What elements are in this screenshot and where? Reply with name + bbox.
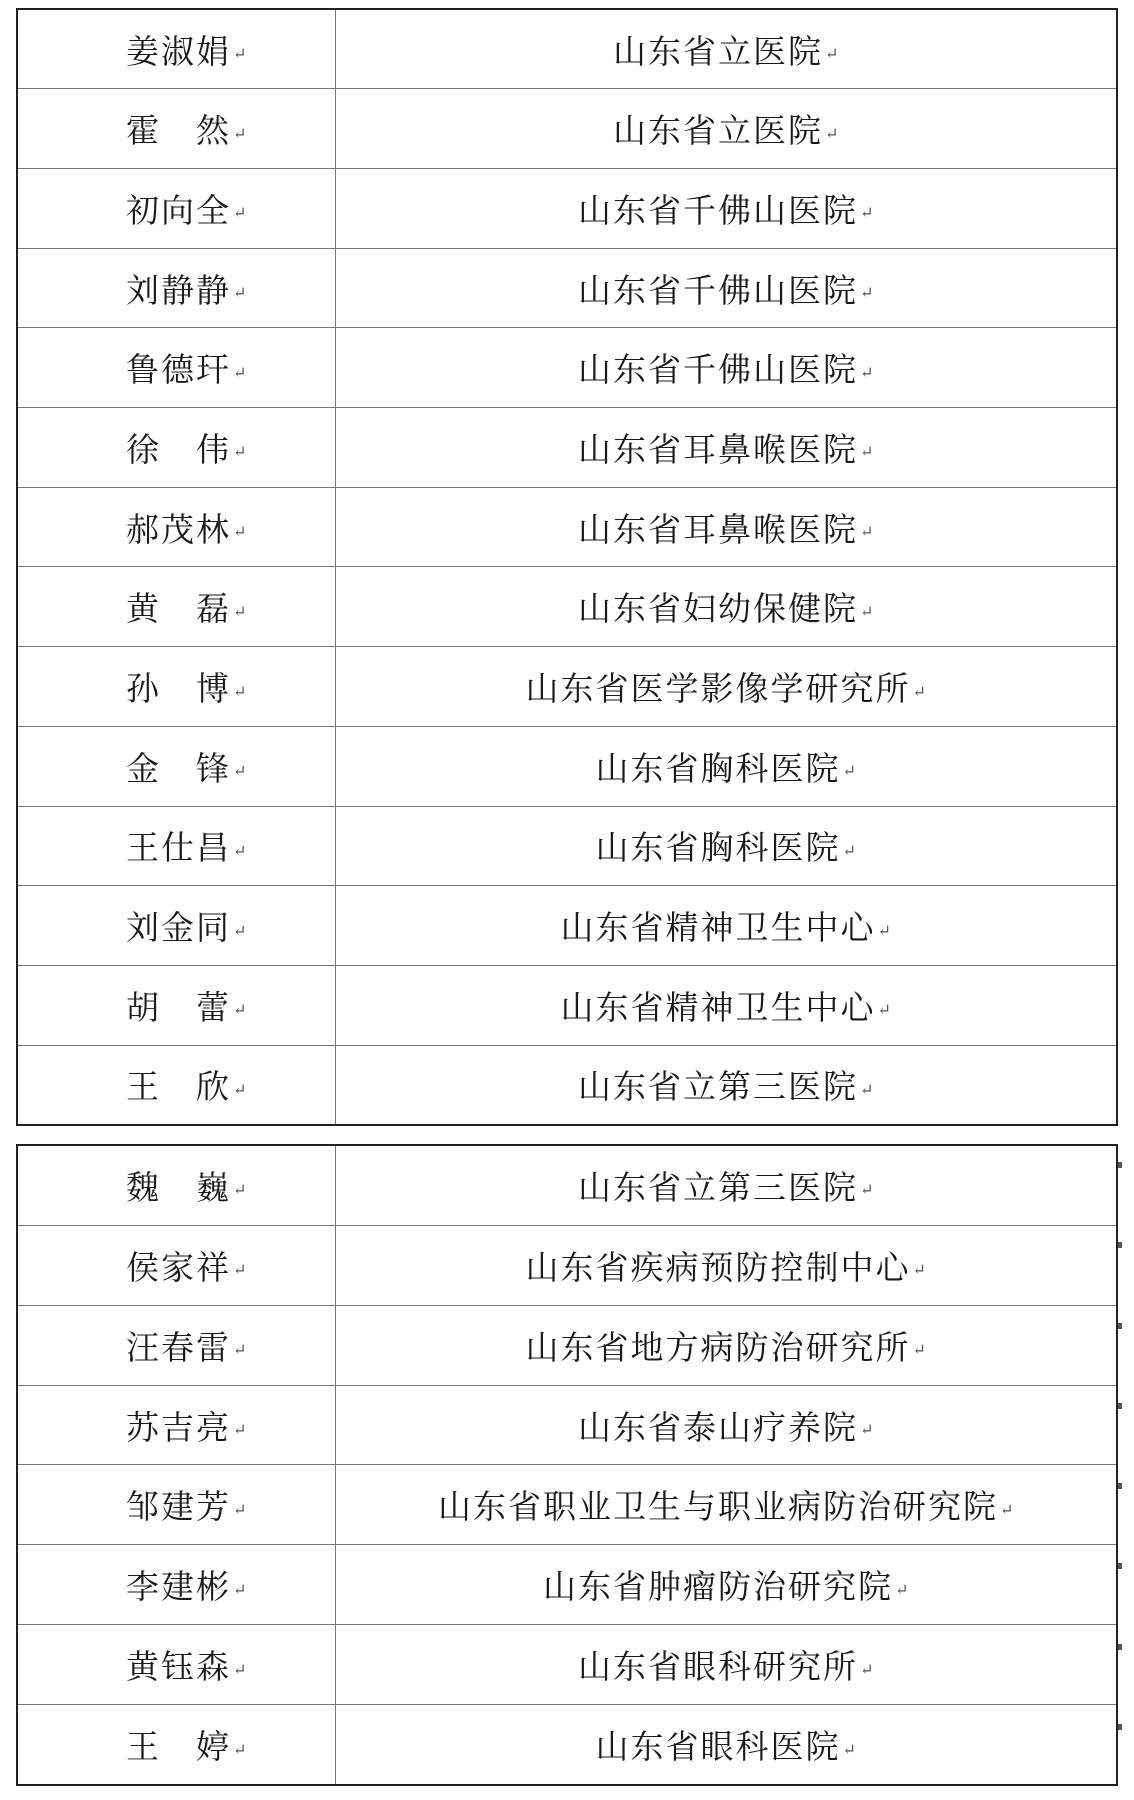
- person-name: 王 欣: [126, 1067, 231, 1107]
- organization-cell: [335, 1625, 1116, 1705]
- organization-name: 山东省疾病预防控制中心: [525, 1247, 911, 1287]
- organization-cell: [335, 965, 1116, 1045]
- table-row: [18, 567, 1116, 647]
- person-name: 李建彬: [126, 1567, 231, 1607]
- name-cell: [18, 248, 335, 328]
- paragraph-mark-icon: ↵: [233, 44, 247, 64]
- person-name: 魏 巍: [126, 1167, 231, 1207]
- person-name: 黄 磊: [126, 589, 231, 629]
- table-2-body: [18, 1146, 1116, 1784]
- name-cell: [18, 1045, 335, 1124]
- organization-name: 山东省妇幼保健院: [578, 589, 859, 629]
- row-end-mark: [1118, 1563, 1122, 1569]
- organization-cell: [335, 1146, 1116, 1225]
- paragraph-mark-icon: ↵: [233, 601, 247, 621]
- paragraph-mark-icon: ↵: [233, 1739, 247, 1759]
- person-name: 汪春雷: [126, 1327, 231, 1367]
- table-1: [16, 8, 1118, 1126]
- table-row: [18, 886, 1116, 966]
- paragraph-mark-icon: ↵: [860, 1420, 874, 1439]
- organization-cell: [335, 248, 1116, 328]
- organization-cell: [335, 328, 1116, 408]
- organization-cell: [335, 10, 1116, 89]
- name-cell: [18, 1385, 335, 1465]
- table-row: [18, 1625, 1116, 1705]
- paragraph-mark-icon: ↵: [895, 1579, 909, 1599]
- name-org-table: [18, 10, 1116, 1124]
- person-name: 王 婷: [126, 1727, 231, 1767]
- person-name: 金 锋: [126, 748, 231, 788]
- person-name: 霍 然: [126, 111, 231, 151]
- person-name: 胡 蕾: [126, 987, 231, 1027]
- table-2: [16, 1144, 1118, 1786]
- organization-cell: [335, 1705, 1116, 1784]
- table-row: [18, 1045, 1116, 1124]
- table-row: [18, 328, 1116, 408]
- organization-name: 山东省眼科研究所: [578, 1647, 859, 1687]
- paragraph-mark-icon: ↵: [233, 1420, 247, 1439]
- table-row: [18, 1146, 1116, 1225]
- paragraph-mark-icon: ↵: [233, 1579, 247, 1599]
- paragraph-mark-icon: ↵: [233, 681, 247, 701]
- name-cell: [18, 328, 335, 408]
- name-cell: [18, 1545, 335, 1625]
- person-name: 苏吉亮: [126, 1407, 231, 1447]
- table-row: [18, 1545, 1116, 1625]
- paragraph-mark-icon: ↵: [860, 601, 874, 621]
- paragraph-mark-icon: ↵: [233, 1180, 247, 1200]
- organization-name: 山东省胸科医院: [595, 748, 841, 788]
- organization-name: 山东省眼科医院: [595, 1727, 841, 1767]
- name-cell: [18, 726, 335, 806]
- organization-name: 山东省千佛山医院: [578, 270, 859, 310]
- row-end-mark: [1118, 1724, 1122, 1730]
- paragraph-mark-icon: ↵: [233, 203, 247, 223]
- table-row: [18, 1225, 1116, 1305]
- paragraph-mark-icon: ↵: [233, 761, 247, 781]
- organization-name: 山东省泰山疗养院: [578, 1407, 859, 1447]
- paragraph-mark-icon: ↵: [912, 681, 926, 701]
- paragraph-mark-icon: ↵: [233, 1000, 247, 1020]
- person-name: 刘静静: [126, 270, 231, 310]
- person-name: 刘金同: [126, 908, 231, 948]
- paragraph-mark-icon: ↵: [860, 1180, 874, 1200]
- organization-name: 山东省职业卫生与职业病防治研究院: [438, 1487, 999, 1527]
- table-row: [18, 1705, 1116, 1784]
- paragraph-mark-icon: ↵: [233, 920, 247, 940]
- paragraph-mark-icon: ↵: [877, 920, 891, 940]
- paragraph-mark-icon: ↵: [912, 1340, 926, 1360]
- name-cell: [18, 10, 335, 89]
- organization-cell: [335, 726, 1116, 806]
- table-2-right-edge-marks: [1118, 1144, 1122, 1786]
- paragraph-mark-icon: ↵: [233, 123, 247, 143]
- paragraph-mark-icon: ↵: [860, 203, 874, 223]
- person-name: 徐 伟: [126, 429, 231, 469]
- row-end-mark: [1118, 1403, 1122, 1409]
- name-cell: [18, 647, 335, 727]
- organization-cell: [335, 89, 1116, 169]
- organization-name: 山东省耳鼻喉医院: [578, 429, 859, 469]
- name-cell: [18, 965, 335, 1045]
- person-name: 黄钰森: [126, 1647, 231, 1687]
- name-cell: [18, 806, 335, 886]
- name-org-table: [18, 1146, 1116, 1784]
- paragraph-mark-icon: ↵: [233, 522, 247, 542]
- paragraph-mark-icon: ↵: [860, 362, 874, 382]
- organization-cell: [335, 408, 1116, 488]
- organization-name: 山东省精神卫生中心: [560, 987, 876, 1027]
- organization-cell: [335, 1465, 1116, 1545]
- row-end-mark: [1118, 1162, 1122, 1168]
- organization-name: 山东省肿瘤防治研究院: [543, 1567, 894, 1607]
- name-cell: [18, 1625, 335, 1705]
- name-cell: [18, 89, 335, 169]
- table-row: [18, 726, 1116, 806]
- paragraph-mark-icon: ↵: [233, 1340, 247, 1360]
- paragraph-mark-icon: ↵: [233, 362, 247, 382]
- paragraph-mark-icon: ↵: [860, 522, 874, 542]
- paragraph-mark-icon: ↵: [860, 1659, 874, 1679]
- organization-name: 山东省胸科医院: [595, 828, 841, 868]
- name-cell: [18, 1705, 335, 1784]
- table-row: [18, 89, 1116, 169]
- row-end-mark: [1118, 1483, 1122, 1489]
- table-row: [18, 1305, 1116, 1385]
- organization-cell: [335, 567, 1116, 647]
- name-cell: [18, 1146, 335, 1225]
- paragraph-mark-icon: ↵: [877, 1000, 891, 1020]
- organization-name: 山东省医学影像学研究所: [525, 669, 911, 709]
- row-end-mark: [1118, 1644, 1122, 1650]
- organization-name: 山东省立第三医院: [578, 1067, 859, 1107]
- organization-name: 山东省千佛山医院: [578, 190, 859, 230]
- name-cell: [18, 487, 335, 567]
- organization-cell: [335, 886, 1116, 966]
- paragraph-mark-icon: ↵: [233, 1659, 247, 1679]
- paragraph-mark-icon: ↵: [912, 1260, 926, 1280]
- paragraph-mark-icon: ↵: [1000, 1499, 1014, 1519]
- paragraph-mark-icon: ↵: [825, 123, 839, 143]
- organization-cell: [335, 1305, 1116, 1385]
- paragraph-mark-icon: ↵: [233, 840, 247, 860]
- person-name: 郝茂林: [126, 509, 231, 549]
- table-row: [18, 10, 1116, 89]
- organization-name: 山东省地方病防治研究所: [525, 1327, 911, 1367]
- paragraph-mark-icon: ↵: [233, 442, 247, 462]
- person-name: 孙 博: [126, 669, 231, 709]
- organization-cell: [335, 169, 1116, 249]
- paragraph-mark-icon: ↵: [233, 1260, 247, 1280]
- table-row: [18, 248, 1116, 328]
- organization-name: 山东省立医院: [613, 111, 824, 151]
- organization-cell: [335, 487, 1116, 567]
- organization-cell: [335, 806, 1116, 886]
- organization-name: 山东省立第三医院: [578, 1167, 859, 1207]
- table-row: [18, 965, 1116, 1045]
- paragraph-mark-icon: ↵: [860, 1079, 874, 1099]
- paragraph-mark-icon: ↵: [825, 44, 839, 64]
- paragraph-mark-icon: ↵: [842, 1739, 856, 1759]
- table-row: [18, 487, 1116, 567]
- row-end-mark: [1118, 1323, 1122, 1329]
- table-1-body: [18, 10, 1116, 1124]
- paragraph-mark-icon: ↵: [233, 1499, 247, 1519]
- person-name: 初向全: [126, 190, 231, 230]
- name-cell: [18, 886, 335, 966]
- person-name: 侯家祥: [126, 1247, 231, 1287]
- table-row: [18, 1385, 1116, 1465]
- name-cell: [18, 408, 335, 488]
- table-row: [18, 169, 1116, 249]
- row-end-mark: [1118, 1242, 1122, 1248]
- table-row: [18, 1465, 1116, 1545]
- organization-name: 山东省千佛山医院: [578, 350, 859, 390]
- table-row: [18, 806, 1116, 886]
- paragraph-mark-icon: ↵: [842, 840, 856, 860]
- name-cell: [18, 1225, 335, 1305]
- table-row: [18, 647, 1116, 727]
- organization-cell: [335, 1225, 1116, 1305]
- table-row: [18, 408, 1116, 488]
- name-cell: [18, 1465, 335, 1545]
- organization-name: 山东省耳鼻喉医院: [578, 509, 859, 549]
- person-name: 鲁德玕: [126, 350, 231, 390]
- name-cell: [18, 567, 335, 647]
- paragraph-mark-icon: ↵: [842, 761, 856, 781]
- paragraph-mark-icon: ↵: [233, 1079, 247, 1099]
- organization-cell: [335, 1385, 1116, 1465]
- organization-cell: [335, 1545, 1116, 1625]
- paragraph-mark-icon: ↵: [860, 442, 874, 462]
- person-name: 邹建芳: [126, 1487, 231, 1527]
- name-cell: [18, 169, 335, 249]
- organization-name: 山东省精神卫生中心: [560, 908, 876, 948]
- paragraph-mark-icon: ↵: [233, 283, 247, 303]
- paragraph-mark-icon: ↵: [860, 283, 874, 303]
- person-name: 姜淑娟: [126, 31, 231, 71]
- name-cell: [18, 1305, 335, 1385]
- organization-cell: [335, 1045, 1116, 1124]
- organization-cell: [335, 647, 1116, 727]
- person-name: 王仕昌: [126, 828, 231, 868]
- organization-name: 山东省立医院: [613, 31, 824, 71]
